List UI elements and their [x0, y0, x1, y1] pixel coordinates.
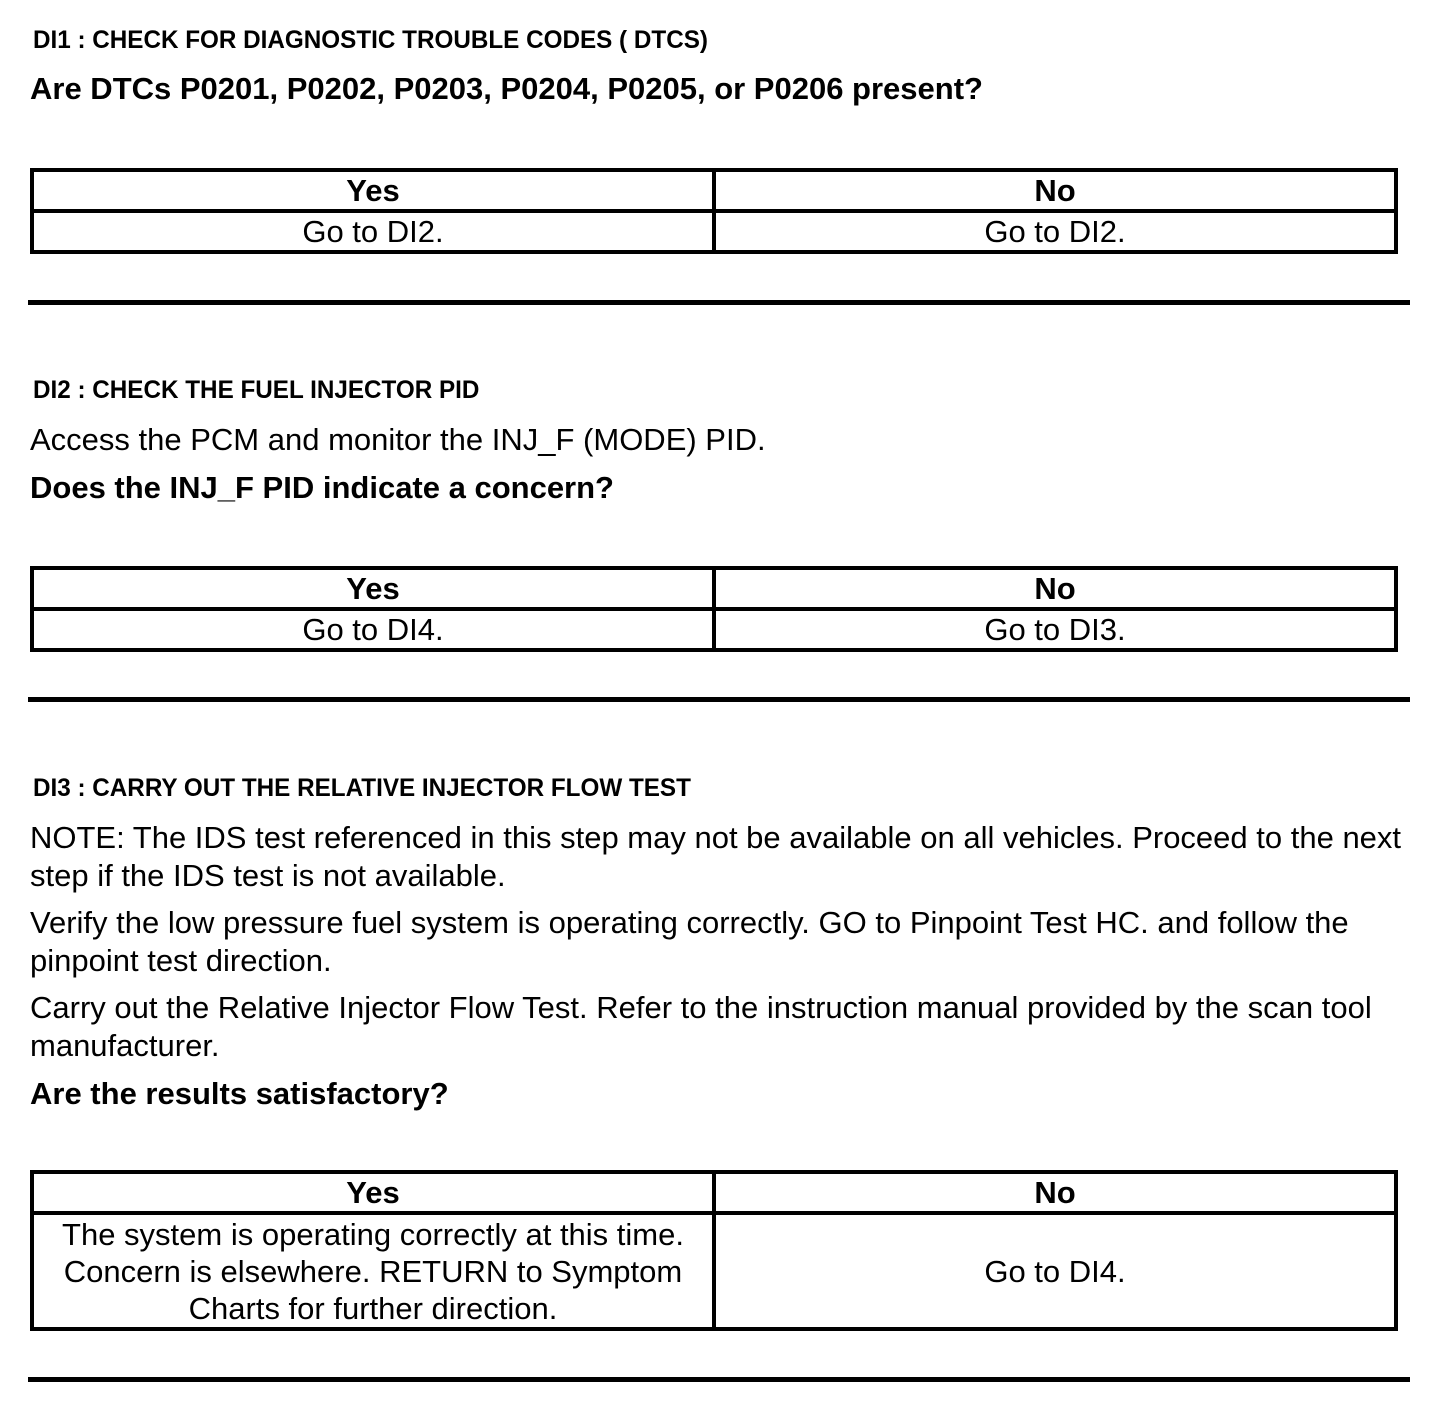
step-question: Does the INJ_F PID indicate a concern? [30, 470, 614, 505]
no-header: No [714, 568, 1396, 609]
no-action: Go to DI2. [714, 211, 1396, 252]
no-header: No [714, 170, 1396, 211]
no-header: No [714, 1172, 1396, 1213]
yes-header: Yes [32, 170, 714, 211]
decision-table [30, 1170, 1398, 1331]
section-divider [28, 300, 1410, 305]
step-title: DI2 : CHECK THE FUEL INJECTOR PID [33, 376, 480, 404]
yes-header: Yes [32, 1172, 714, 1213]
step-paragraph: Verify the low pressure fuel system is operating correctly. GO to Pinpoint Test HC. and follow the pinpoint test direction. [30, 905, 1349, 978]
step-paragraph: NOTE: The IDS test referenced in this step may not be available on all vehicles. Proceed to the next step if the IDS test is not available. [30, 820, 1402, 893]
step-question: Are DTCs P0201, P0202, P0203, P0204, P0205, or P0206 present? [30, 71, 983, 106]
step-paragraph: Carry out the Relative Injector Flow Test. Refer to the instruction manual provided by the scan tool manufacturer. [30, 990, 1372, 1063]
decision-table [30, 566, 1398, 652]
step-question: Are the results satisfactory? [30, 1076, 449, 1111]
step-title: DI1 : CHECK FOR DIAGNOSTIC TROUBLE CODES ( DTCS) [33, 26, 708, 54]
no-action: Go to DI4. [714, 1213, 1396, 1329]
decision-table [30, 168, 1398, 254]
yes-action: The system is operating correctly at this time. Concern is elsewhere. RETURN to Symptom Charts for further direction. [32, 1213, 714, 1329]
section-divider [28, 697, 1410, 702]
yes-action: Go to DI4. [32, 609, 714, 650]
yes-header: Yes [32, 568, 714, 609]
section-divider [28, 1377, 1410, 1382]
step-paragraph: Access the PCM and monitor the INJ_F (MODE) PID. [30, 422, 766, 457]
no-action: Go to DI3. [714, 609, 1396, 650]
step-title: DI3 : CARRY OUT THE RELATIVE INJECTOR FLOW TEST [33, 774, 691, 802]
yes-action: Go to DI2. [32, 211, 714, 252]
